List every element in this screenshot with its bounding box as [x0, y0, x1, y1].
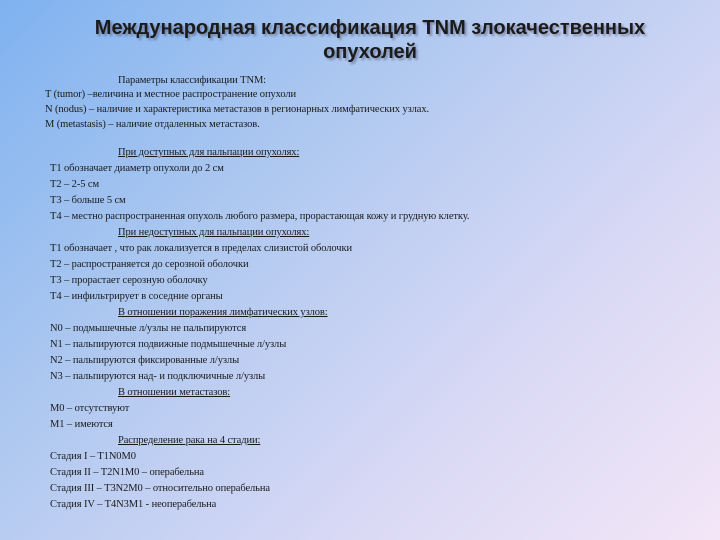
stage-item: Стадия IV – T4N3M1 - неоперабельна — [50, 499, 217, 510]
stage-item: Стадия I – T1N0M0 — [50, 451, 136, 462]
palpable-item: T2 – 2-5 см — [50, 179, 99, 190]
tnm-parameter-line: T (tumor) –величина и местное распространение опухоли — [45, 89, 297, 100]
nonpalpable-item: T1 обозначает , что рак локализуется в пределах слизистой оболочки — [50, 243, 352, 254]
nonpalpable-item: T2 – распространяется до серозной оболочки — [50, 259, 249, 270]
tnm-parameter-line: M (metastasis) – наличие отдаленных метастазов. — [45, 119, 260, 130]
palpable-item: T3 – больше 5 см — [50, 195, 126, 206]
slide-title-line-1: Международная классификация TNM злокачественных — [94, 17, 646, 39]
palpable-item: T4 – местно распространенная опухоль любого размера, прорастающая кожу и грудную клетку. — [50, 211, 470, 222]
slide-title — [40, 16, 700, 64]
palpable-item: T1 обозначает диаметр опухоли до 2 см — [50, 163, 224, 174]
metastasis-heading: В отношении метастазов: — [118, 387, 231, 398]
lymph-item: N0 – подмышечные л/узлы не пальпируются — [50, 323, 247, 334]
lymph-heading: В отношении поражения лимфатических узлов: — [118, 307, 328, 318]
stages-heading: Распределение рака на 4 стадии: — [118, 435, 261, 446]
stage-item: Стадия III – T3N2M0 – относительно операбельна — [50, 483, 270, 494]
lymph-item: N3 – пальпируются над- и подключичные л/узлы — [50, 371, 266, 382]
slide-title-line-2: опухолей — [323, 41, 417, 63]
nonpalpable-heading: При недоступных для пальпации опухолях: — [118, 227, 310, 238]
tnm-parameters-heading: Параметры классификации TNM: — [118, 75, 267, 86]
nonpalpable-item: T4 – инфильтрирует в соседние органы — [50, 291, 223, 302]
stage-item: Стадия II – T2N1M0 – операбельна — [50, 467, 204, 478]
palpable-heading: При доступных для пальпации опухолях: — [118, 147, 300, 158]
metastasis-item: M1 – имеются — [50, 419, 113, 430]
lymph-item: N2 – пальпируются фиксированные л/узлы — [50, 355, 240, 366]
tnm-parameter-line: N (nodus) – наличие и характеристика метастазов в регионарных лимфатических узлах. — [45, 104, 430, 115]
nonpalpable-item: T3 – прорастает серозную оболочку — [50, 275, 208, 286]
metastasis-item: M0 – отсутствуют — [50, 403, 130, 414]
lymph-item: N1 – пальпируются подвижные подмышечные л/узлы — [50, 339, 287, 350]
